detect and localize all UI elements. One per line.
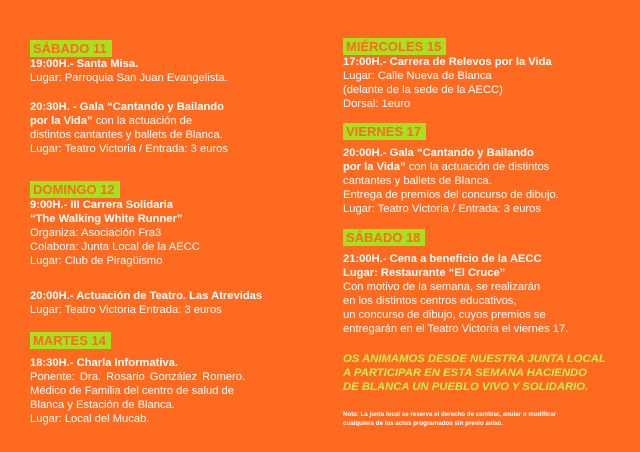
closing-line: OS ANIMAMOS DESDE NUESTRA JUNTA LOCAL — [343, 353, 606, 365]
closing-line: A PARTICIPAR EN ESTA SEMANA HACIENDO — [343, 367, 587, 379]
day-heading-sabado-18: SÁBADO 18 — [343, 229, 425, 246]
event-block — [343, 146, 618, 216]
event-place: Lugar: Teatro Victoria Entrada: 3 euros — [30, 304, 222, 316]
event-block — [30, 198, 298, 268]
day-heading-miercoles-15: MIÉRCOLES 15 — [343, 38, 446, 55]
event-title: 20:00H.- Actuación de Teatro. Las Atrevidas — [30, 290, 263, 302]
event-text: entregarán en el Teatro Victoria el viernes 17. — [343, 323, 569, 335]
day-heading-sabado-11: SÁBADO 11 — [30, 40, 112, 57]
event-place: Lugar: Teatro Victoria / Entrada: 3 euros — [343, 203, 541, 215]
day-heading-viernes-17: VIERNES 17 — [343, 123, 426, 140]
event-text: cantantes y ballets de Blanca. — [343, 175, 492, 187]
event-text: con la actuación de — [92, 115, 193, 127]
event-text: en los distintos centros educativos, — [343, 295, 517, 307]
event-title: por la Vida” — [30, 115, 93, 127]
event-text: Organiza: Asociación Fra3 — [30, 227, 162, 239]
footnote — [343, 410, 625, 428]
event-title: 9:00H.- III Carrera Solidaria — [30, 199, 174, 211]
event-block — [343, 55, 618, 111]
event-block — [30, 289, 298, 317]
closing-line: DE BLANCA UN PUEBLO VIVO Y SOLIDARIO. — [343, 381, 589, 393]
footnote-line: cualquiera de los actos programados sin previo aviso. — [343, 420, 503, 427]
event-text: (delante de la sede de la AECC) — [343, 84, 503, 96]
event-text: distintos cantantes y ballets de Blanca. — [30, 129, 223, 141]
event-text: Dorsal: 1euro — [343, 98, 411, 110]
event-place: Lugar: Parroquia San Juan Evangelista. — [30, 72, 228, 84]
event-text: Blanca y Estación de Blanca. — [30, 399, 175, 411]
event-place: Lugar: Calle Nueva de Blanca — [343, 70, 492, 82]
event-block — [343, 252, 618, 336]
closing-message — [343, 352, 623, 394]
event-block — [30, 356, 288, 426]
event-title: 21:00H.- Cena a beneficio de la AECC — [343, 253, 542, 265]
day-heading-domingo-12: DOMINGO 12 — [30, 181, 120, 198]
event-block — [30, 100, 298, 156]
event-place: Lugar: Restaurante “El Cruce” — [343, 267, 506, 279]
event-title: por la Vida” — [343, 161, 406, 173]
event-place: Lugar: Local del Mucab. — [30, 413, 150, 425]
event-text — [30, 114, 298, 128]
event-text: con la actuación de distintos — [405, 161, 550, 173]
event-block — [30, 57, 298, 85]
event-text: Entrega de premios del concurso de dibujo. — [343, 189, 559, 201]
footnote-line: Nota: La junta local se reserva el derecho de cambiar, anular o modificar — [343, 411, 557, 418]
event-text: un concurso de dibujo, cuyos premios se — [343, 309, 546, 321]
event-text — [343, 160, 618, 174]
event-text: Colabora: Junta Local de la AECC — [30, 241, 200, 253]
event-title: 18:30H.- Charla Informativa. — [30, 357, 178, 369]
event-title: “The Walking White Runner” — [30, 213, 183, 225]
event-title: 20:30H. - Gala “Cantando y Bailando — [30, 101, 224, 113]
event-place: Lugar: Club de Piragüismo — [30, 255, 163, 267]
event-title: 20:00H.- Gala “Cantando y Bailando — [343, 147, 534, 159]
event-place: Lugar: Teatro Victoria / Entrada: 3 euros — [30, 143, 228, 155]
event-title: 19:00H.- Santa Misa. — [30, 58, 139, 70]
event-text: Médico de Familia del centro de salud de — [30, 385, 234, 397]
event-text: Ponente: Dra. Rosario González Romero. — [30, 371, 246, 383]
day-heading-martes-14: MARTES 14 — [30, 332, 111, 349]
event-text: Con motivo de la semana, se realizarán — [343, 281, 541, 293]
event-title: 17:00H.- Carrera de Relevos por la Vida — [343, 56, 552, 68]
